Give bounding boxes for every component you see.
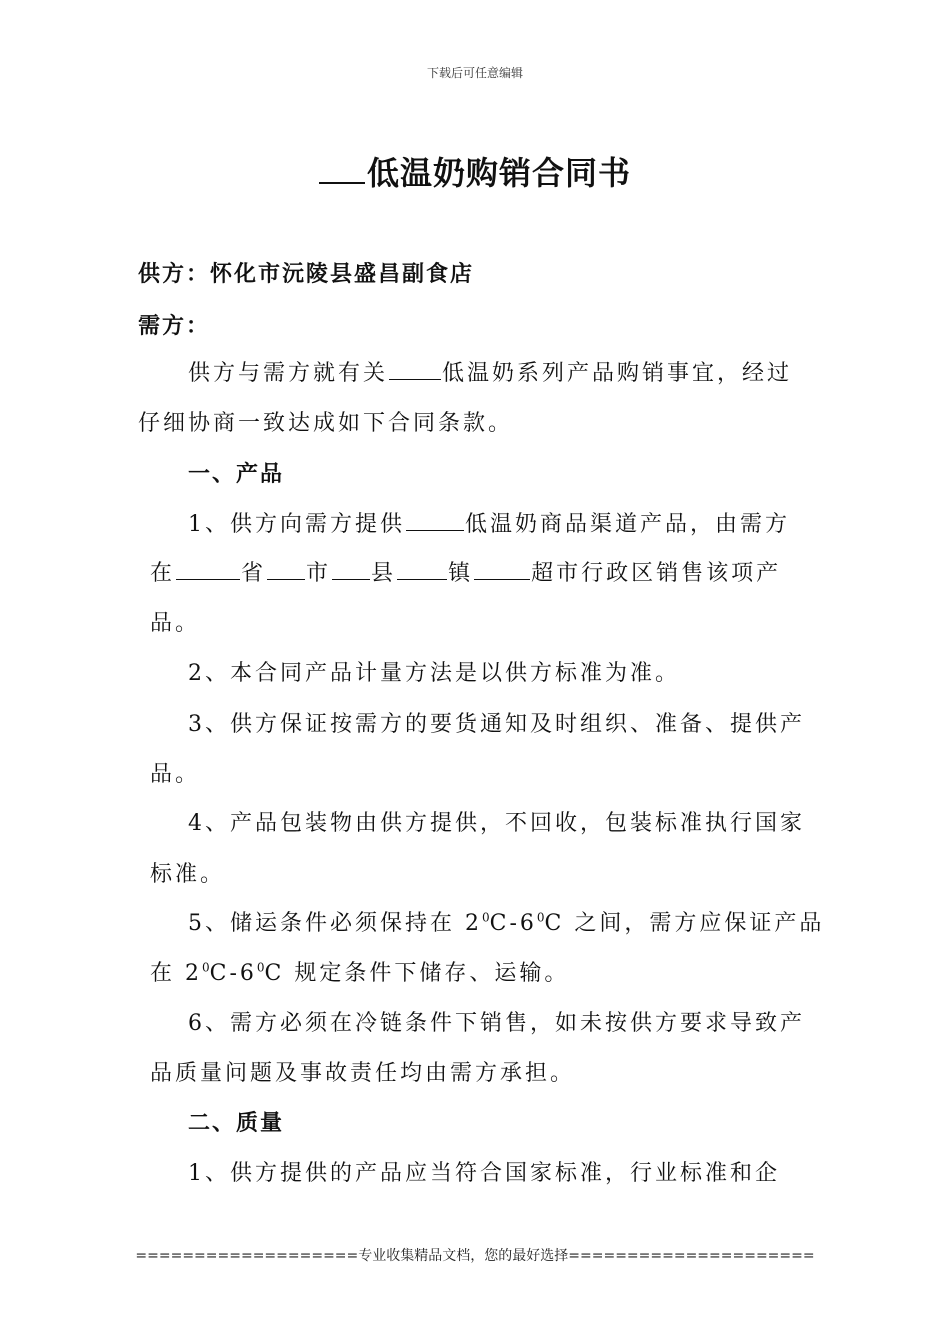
item-5-text-d: 在 2: [150, 961, 202, 986]
document-title: [0, 148, 950, 194]
intro-blank: [389, 359, 441, 380]
item-1-text-b: 低温奶商品渠道产品，由需方: [465, 512, 791, 537]
item-6-line-2: 品质量问题及事故责任均由需方承担。: [150, 1061, 576, 1086]
item-3-line-1: 3、供方保证按需方的要货通知及时组织、准备、提供产: [188, 712, 805, 737]
item-5-line-2: [150, 956, 569, 987]
intro-line-1: [188, 356, 792, 387]
item-5-text-a: 5、储运条件必须保持在 2: [188, 911, 482, 936]
item-5-text-c: C 之间，需方应保证产品: [544, 911, 825, 936]
item-6-line-1: 6、需方必须在冷链条件下销售，如未按供方要求导致产: [188, 1011, 805, 1036]
footer-note: ===================专业收集精品文档，您的最好选择=====================: [135, 1248, 815, 1264]
county-blank: [332, 559, 370, 580]
item-5-text-b: C-6: [489, 911, 537, 936]
item-1-county-label: 县: [371, 561, 397, 586]
item-1-blank-product: [406, 510, 464, 531]
province-blank: [176, 559, 240, 580]
item-4-line-1: 4、产品包装物由供方提供，不回收，包装标准执行国家: [188, 811, 805, 836]
item-2-line: 2、本合同产品计量方法是以供方标准为准。: [188, 661, 680, 686]
degree-sup: 0: [256, 960, 265, 975]
section-2-heading: 二、质量: [188, 1111, 285, 1136]
item-1-line-2: [150, 556, 781, 587]
degree-sup: 0: [536, 910, 545, 925]
item-4-line-2: 标准。: [150, 862, 226, 887]
intro-text-b: 低温奶系列产品购销事宜，经过: [442, 361, 793, 386]
item-5-text-f: C 规定条件下储存、运输。: [264, 961, 570, 986]
supermarket-blank: [474, 559, 530, 580]
degree-sup: 0: [202, 960, 210, 975]
item-1-city-label: 市: [306, 561, 332, 586]
item-1-text-f: 超市行政区销售该项产: [531, 561, 782, 586]
item-5-text-e: C-6: [209, 961, 257, 986]
item-1-line-1: [188, 507, 790, 538]
title-text: 低温奶购销合同书: [366, 154, 631, 192]
intro-line-2: 仔细协商一致达成如下合同条款。: [138, 411, 514, 436]
item-1-town-label: 镇: [448, 561, 474, 586]
city-blank: [267, 559, 305, 580]
supplier-line: 供方：怀化市沅陵县盛昌副食店: [138, 262, 475, 287]
item-3-line-2: 品。: [150, 762, 201, 787]
header-note: 下载后可任意编辑: [426, 66, 523, 80]
section-2-item-1-line-1: 1、供方提供的产品应当符合国家标准，行业标准和企: [188, 1161, 780, 1186]
buyer-line: 需方：: [138, 314, 211, 339]
degree-sup: 0: [482, 910, 490, 925]
item-5-line-1: [188, 906, 824, 937]
item-1-line-3: 品。: [150, 611, 201, 636]
item-1-province-label: 省: [241, 561, 267, 586]
intro-text-a: 供方与需方就有关: [188, 361, 389, 386]
section-1-heading: 一、产品: [188, 462, 285, 487]
item-1-zai: 在: [150, 561, 176, 586]
town-blank: [397, 559, 447, 580]
title-blank: [319, 152, 365, 184]
item-1-text-a: 1、供方向需方提供: [188, 512, 405, 537]
